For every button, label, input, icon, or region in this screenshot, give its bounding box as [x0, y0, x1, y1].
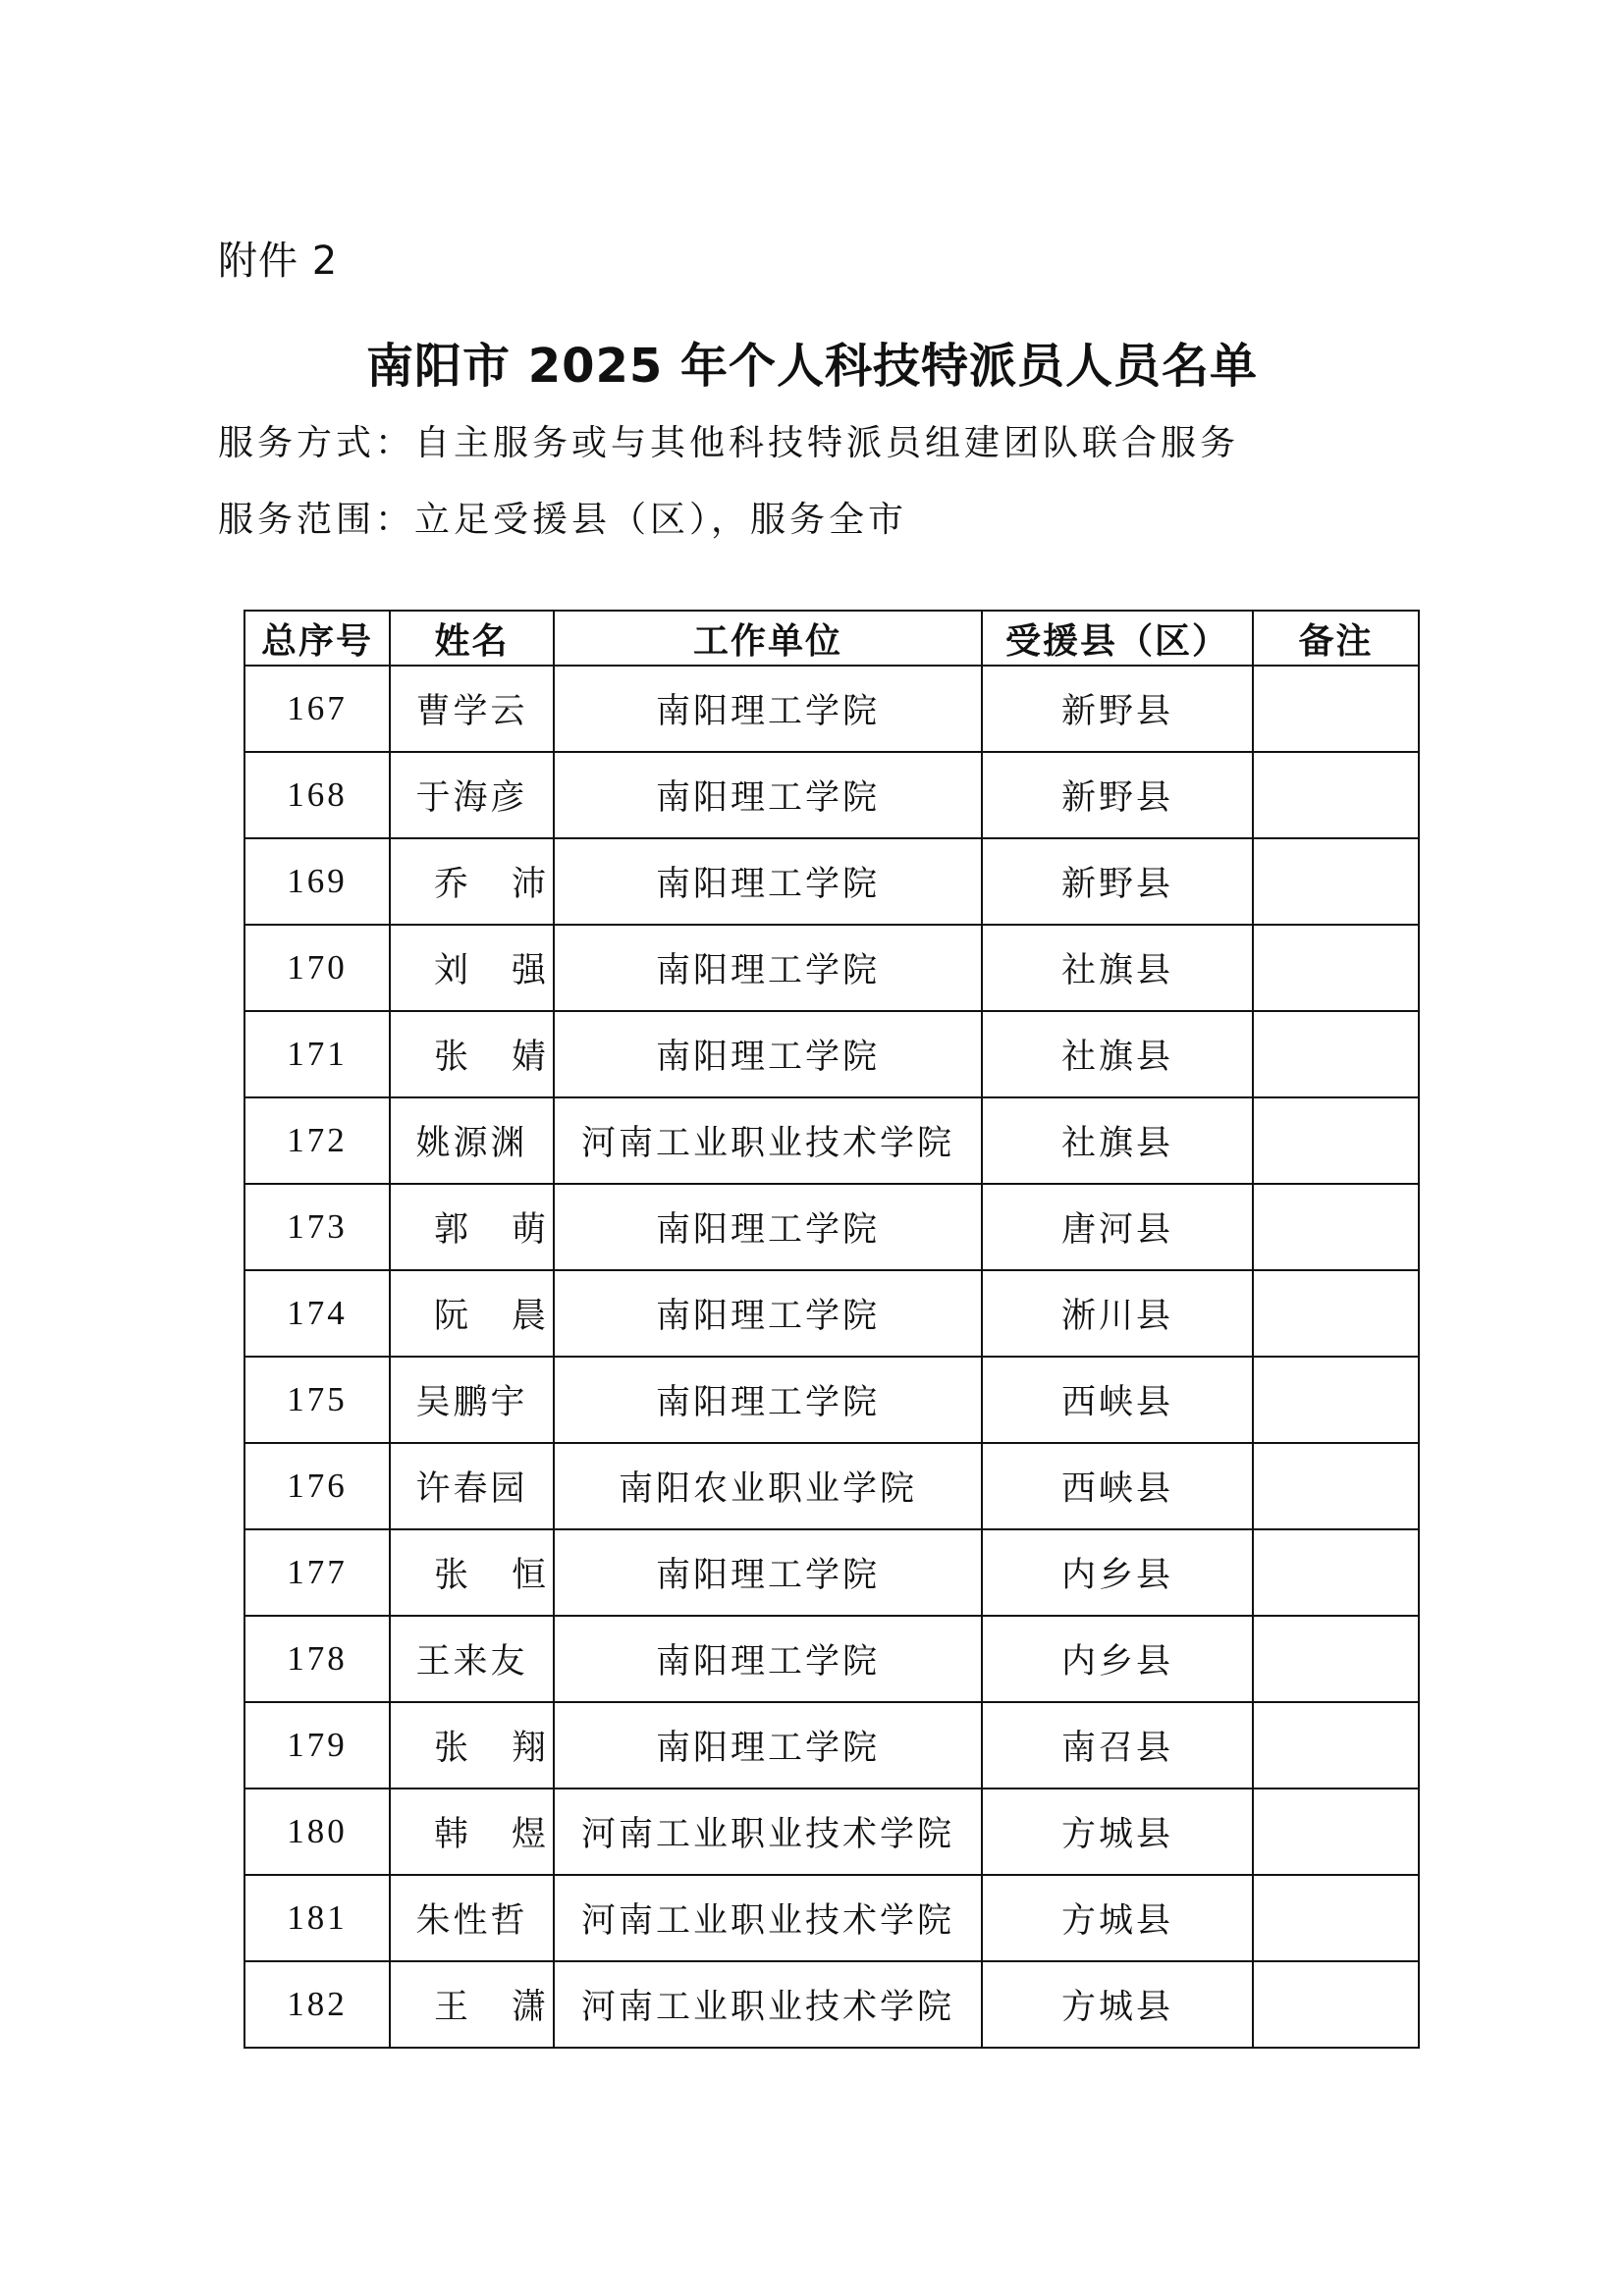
service-mode-text: 服务方式：自主服务或与其他科技特派员组建团队联合服务 [218, 423, 1240, 463]
cell-name: 吴鹏宇 [390, 1357, 554, 1443]
cell-county: 新野县 [982, 666, 1253, 752]
cell-seq: 178 [244, 1616, 390, 1702]
column-header-unit: 工作单位 [554, 611, 982, 666]
cell-remark [1253, 925, 1419, 1011]
cell-remark [1253, 1443, 1419, 1529]
cell-county: 淅川县 [982, 1270, 1253, 1357]
cell-seq: 174 [244, 1270, 390, 1357]
cell-remark [1253, 1616, 1419, 1702]
table-header-row [244, 611, 1419, 666]
cell-unit: 南阳理工学院 [554, 838, 982, 925]
cell-unit: 河南工业职业技术学院 [554, 1097, 982, 1184]
cell-name: 张恒 [390, 1529, 554, 1616]
cell-name: 许春园 [390, 1443, 554, 1529]
cell-unit: 河南工业职业技术学院 [554, 1961, 982, 2048]
cell-unit: 南阳理工学院 [554, 1270, 982, 1357]
table-row [244, 666, 1419, 752]
table-row [244, 1357, 1419, 1443]
table-row [244, 925, 1419, 1011]
cell-county: 西峡县 [982, 1443, 1253, 1529]
table-row [244, 1011, 1419, 1097]
cell-unit: 南阳理工学院 [554, 1011, 982, 1097]
table-row [244, 1097, 1419, 1184]
cell-remark [1253, 1529, 1419, 1616]
cell-unit: 河南工业职业技术学院 [554, 1875, 982, 1961]
cell-seq: 175 [244, 1357, 390, 1443]
cell-county: 社旗县 [982, 925, 1253, 1011]
cell-remark [1253, 1270, 1419, 1357]
cell-seq: 169 [244, 838, 390, 925]
cell-seq: 180 [244, 1789, 390, 1875]
cell-county: 内乡县 [982, 1529, 1253, 1616]
cell-unit: 南阳理工学院 [554, 1184, 982, 1270]
table-row [244, 752, 1419, 838]
cell-seq: 172 [244, 1097, 390, 1184]
column-header-county: 受援县（区） [982, 611, 1253, 666]
cell-remark [1253, 1184, 1419, 1270]
cell-seq: 171 [244, 1011, 390, 1097]
table-row [244, 1702, 1419, 1789]
cell-seq: 182 [244, 1961, 390, 2048]
cell-seq: 168 [244, 752, 390, 838]
cell-seq: 181 [244, 1875, 390, 1961]
cell-remark [1253, 1961, 1419, 2048]
cell-county: 社旗县 [982, 1097, 1253, 1184]
cell-county: 社旗县 [982, 1011, 1253, 1097]
cell-county: 方城县 [982, 1875, 1253, 1961]
cell-remark [1253, 838, 1419, 925]
cell-name: 刘强 [390, 925, 554, 1011]
cell-name: 张婧 [390, 1011, 554, 1097]
table-row [244, 1789, 1419, 1875]
table-row [244, 1443, 1419, 1529]
cell-name: 郭萌 [390, 1184, 554, 1270]
cell-county: 方城县 [982, 1789, 1253, 1875]
cell-seq: 173 [244, 1184, 390, 1270]
table-row [244, 838, 1419, 925]
table-row [244, 1961, 1419, 2048]
cell-name: 韩煜 [390, 1789, 554, 1875]
cell-name: 阮晨 [390, 1270, 554, 1357]
cell-name: 乔沛 [390, 838, 554, 925]
table-row [244, 1529, 1419, 1616]
cell-county: 方城县 [982, 1961, 1253, 2048]
cell-unit: 南阳理工学院 [554, 1357, 982, 1443]
cell-name: 朱性哲 [390, 1875, 554, 1961]
cell-county: 唐河县 [982, 1184, 1253, 1270]
table-row [244, 1270, 1419, 1357]
service-scope-text: 服务范围：立足受援县（区），服务全市 [218, 500, 908, 540]
cell-seq: 167 [244, 666, 390, 752]
cell-unit: 南阳理工学院 [554, 1702, 982, 1789]
personnel-table [244, 610, 1420, 2049]
table-row [244, 1875, 1419, 1961]
cell-name: 姚源渊 [390, 1097, 554, 1184]
cell-remark [1253, 1702, 1419, 1789]
cell-name: 张翔 [390, 1702, 554, 1789]
cell-remark [1253, 1789, 1419, 1875]
page-title: 南阳市 2025 年个人科技特派员人员名单 [365, 339, 1259, 394]
cell-name: 于海彦 [390, 752, 554, 838]
column-header-remark: 备注 [1253, 611, 1419, 666]
table-row [244, 1616, 1419, 1702]
cell-name: 王潇 [390, 1961, 554, 2048]
cell-remark [1253, 752, 1419, 838]
cell-unit: 南阳理工学院 [554, 1616, 982, 1702]
cell-unit: 南阳理工学院 [554, 666, 982, 752]
table-row [244, 1184, 1419, 1270]
cell-seq: 170 [244, 925, 390, 1011]
cell-seq: 179 [244, 1702, 390, 1789]
cell-remark [1253, 1357, 1419, 1443]
cell-remark [1253, 666, 1419, 752]
attachment-label: 附件 2 [218, 239, 339, 284]
cell-county: 西峡县 [982, 1357, 1253, 1443]
column-header-seq: 总序号 [244, 611, 390, 666]
cell-remark [1253, 1011, 1419, 1097]
cell-name: 曹学云 [390, 666, 554, 752]
cell-county: 新野县 [982, 838, 1253, 925]
cell-county: 新野县 [982, 752, 1253, 838]
cell-name: 王来友 [390, 1616, 554, 1702]
cell-unit: 南阳理工学院 [554, 1529, 982, 1616]
cell-unit: 南阳理工学院 [554, 925, 982, 1011]
cell-unit: 河南工业职业技术学院 [554, 1789, 982, 1875]
column-header-name: 姓名 [390, 611, 554, 666]
table-body [244, 666, 1419, 2048]
cell-unit: 南阳农业职业学院 [554, 1443, 982, 1529]
cell-county: 内乡县 [982, 1616, 1253, 1702]
cell-remark [1253, 1097, 1419, 1184]
cell-seq: 176 [244, 1443, 390, 1529]
cell-seq: 177 [244, 1529, 390, 1616]
cell-remark [1253, 1875, 1419, 1961]
cell-unit: 南阳理工学院 [554, 752, 982, 838]
cell-county: 南召县 [982, 1702, 1253, 1789]
